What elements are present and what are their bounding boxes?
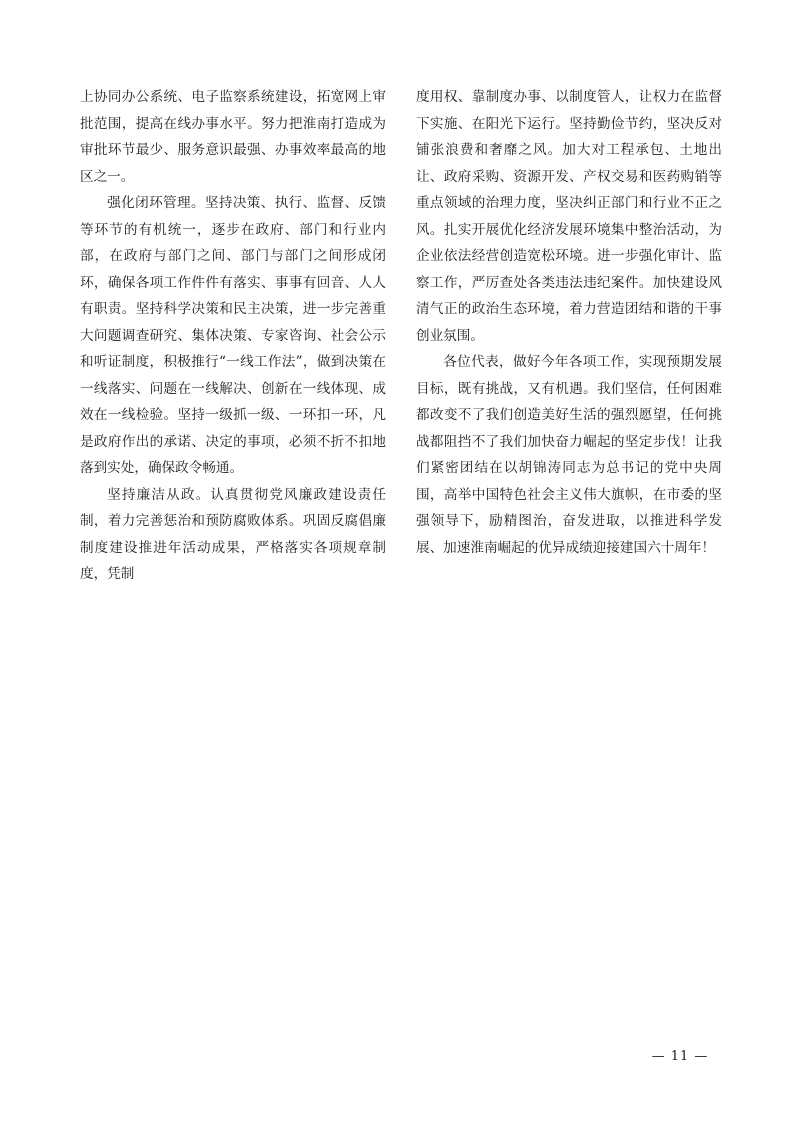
paragraph-closed-loop-management: 强化闭环管理。坚持决策、执行、监督、反馈等环节的有机统一，逐步在政府、部门和行业内部，在政府与部门之间、部门与部门之间形成闭环，确保各项工作件件有落实、事事有回音、人人有职责。坚持科学决策和民主决策，进一步完善重大问题调查研究、集体决策、专家咨询、社会公示和听证制度，积极推行“一线工作法”，做到决策在一线落实、问题在一线解决、创新在一线体现、成效在一线检验。坚持一级抓一级、一环扣一环，凡是政府作出的承诺、决定的事项，必须不折不扣地落到实处，确保政令畅通。 bbox=[80, 195, 386, 476]
paragraph-continued-right: 度用权、靠制度办事、以制度管人，让权力在监督下实施、在阳光下运行。坚持勤俭节约，坚决反对铺张浪费和奢靡之风。加大对工程承包、土地出让、政府采购、资源开发、产权交易和医药购销等重点领域的治理力度，坚决纠正部门和行业不正之风。扎实开展优化经济发展环境集中整治活动，为企业依法经营创造宽松环境。进一步强化审计、监察工作，严厉查处各类违法违纪案件。加快建设风清气正的政治生态环境，着力营造团结和谐的干事创业氛围。 bbox=[416, 89, 722, 344]
left-text-column bbox=[80, 84, 386, 588]
paragraph-continued: 上协同办公系统、电子监察系统建设，拓宽网上审批范围，提高在线办事水平。努力把淮南打造成为审批环节最少、服务意识最强、办事效率最高的地区之一。 bbox=[80, 89, 386, 185]
right-text-column bbox=[416, 84, 722, 561]
paragraph-clean-governance: 坚持廉洁从政。认真贯彻党风廉政建设责任制，着力完善惩治和预防腐败体系。巩固反腐倡廉制度建设推进年活动成果，严格落实各项规章制度，凭制 bbox=[80, 486, 386, 582]
page-number: — 11 — bbox=[651, 1049, 709, 1064]
paragraph-closing-address: 各位代表，做好今年各项工作，实现预期发展目标，既有挑战，又有机遇。我们坚信，任何困难都改变不了我们创造美好生活的强烈愿望，任何挑战都阻挡不了我们加快奋力崛起的坚定步伐！让我们紧密团结在以胡锦涛同志为总书记的党中央周围，高举中国特色社会主义伟大旗帜，在市委的坚强领导下，励精图治，奋发进取，以推进科学发展、加速淮南崛起的优异成绩迎接建国六十周年！ bbox=[416, 354, 722, 556]
